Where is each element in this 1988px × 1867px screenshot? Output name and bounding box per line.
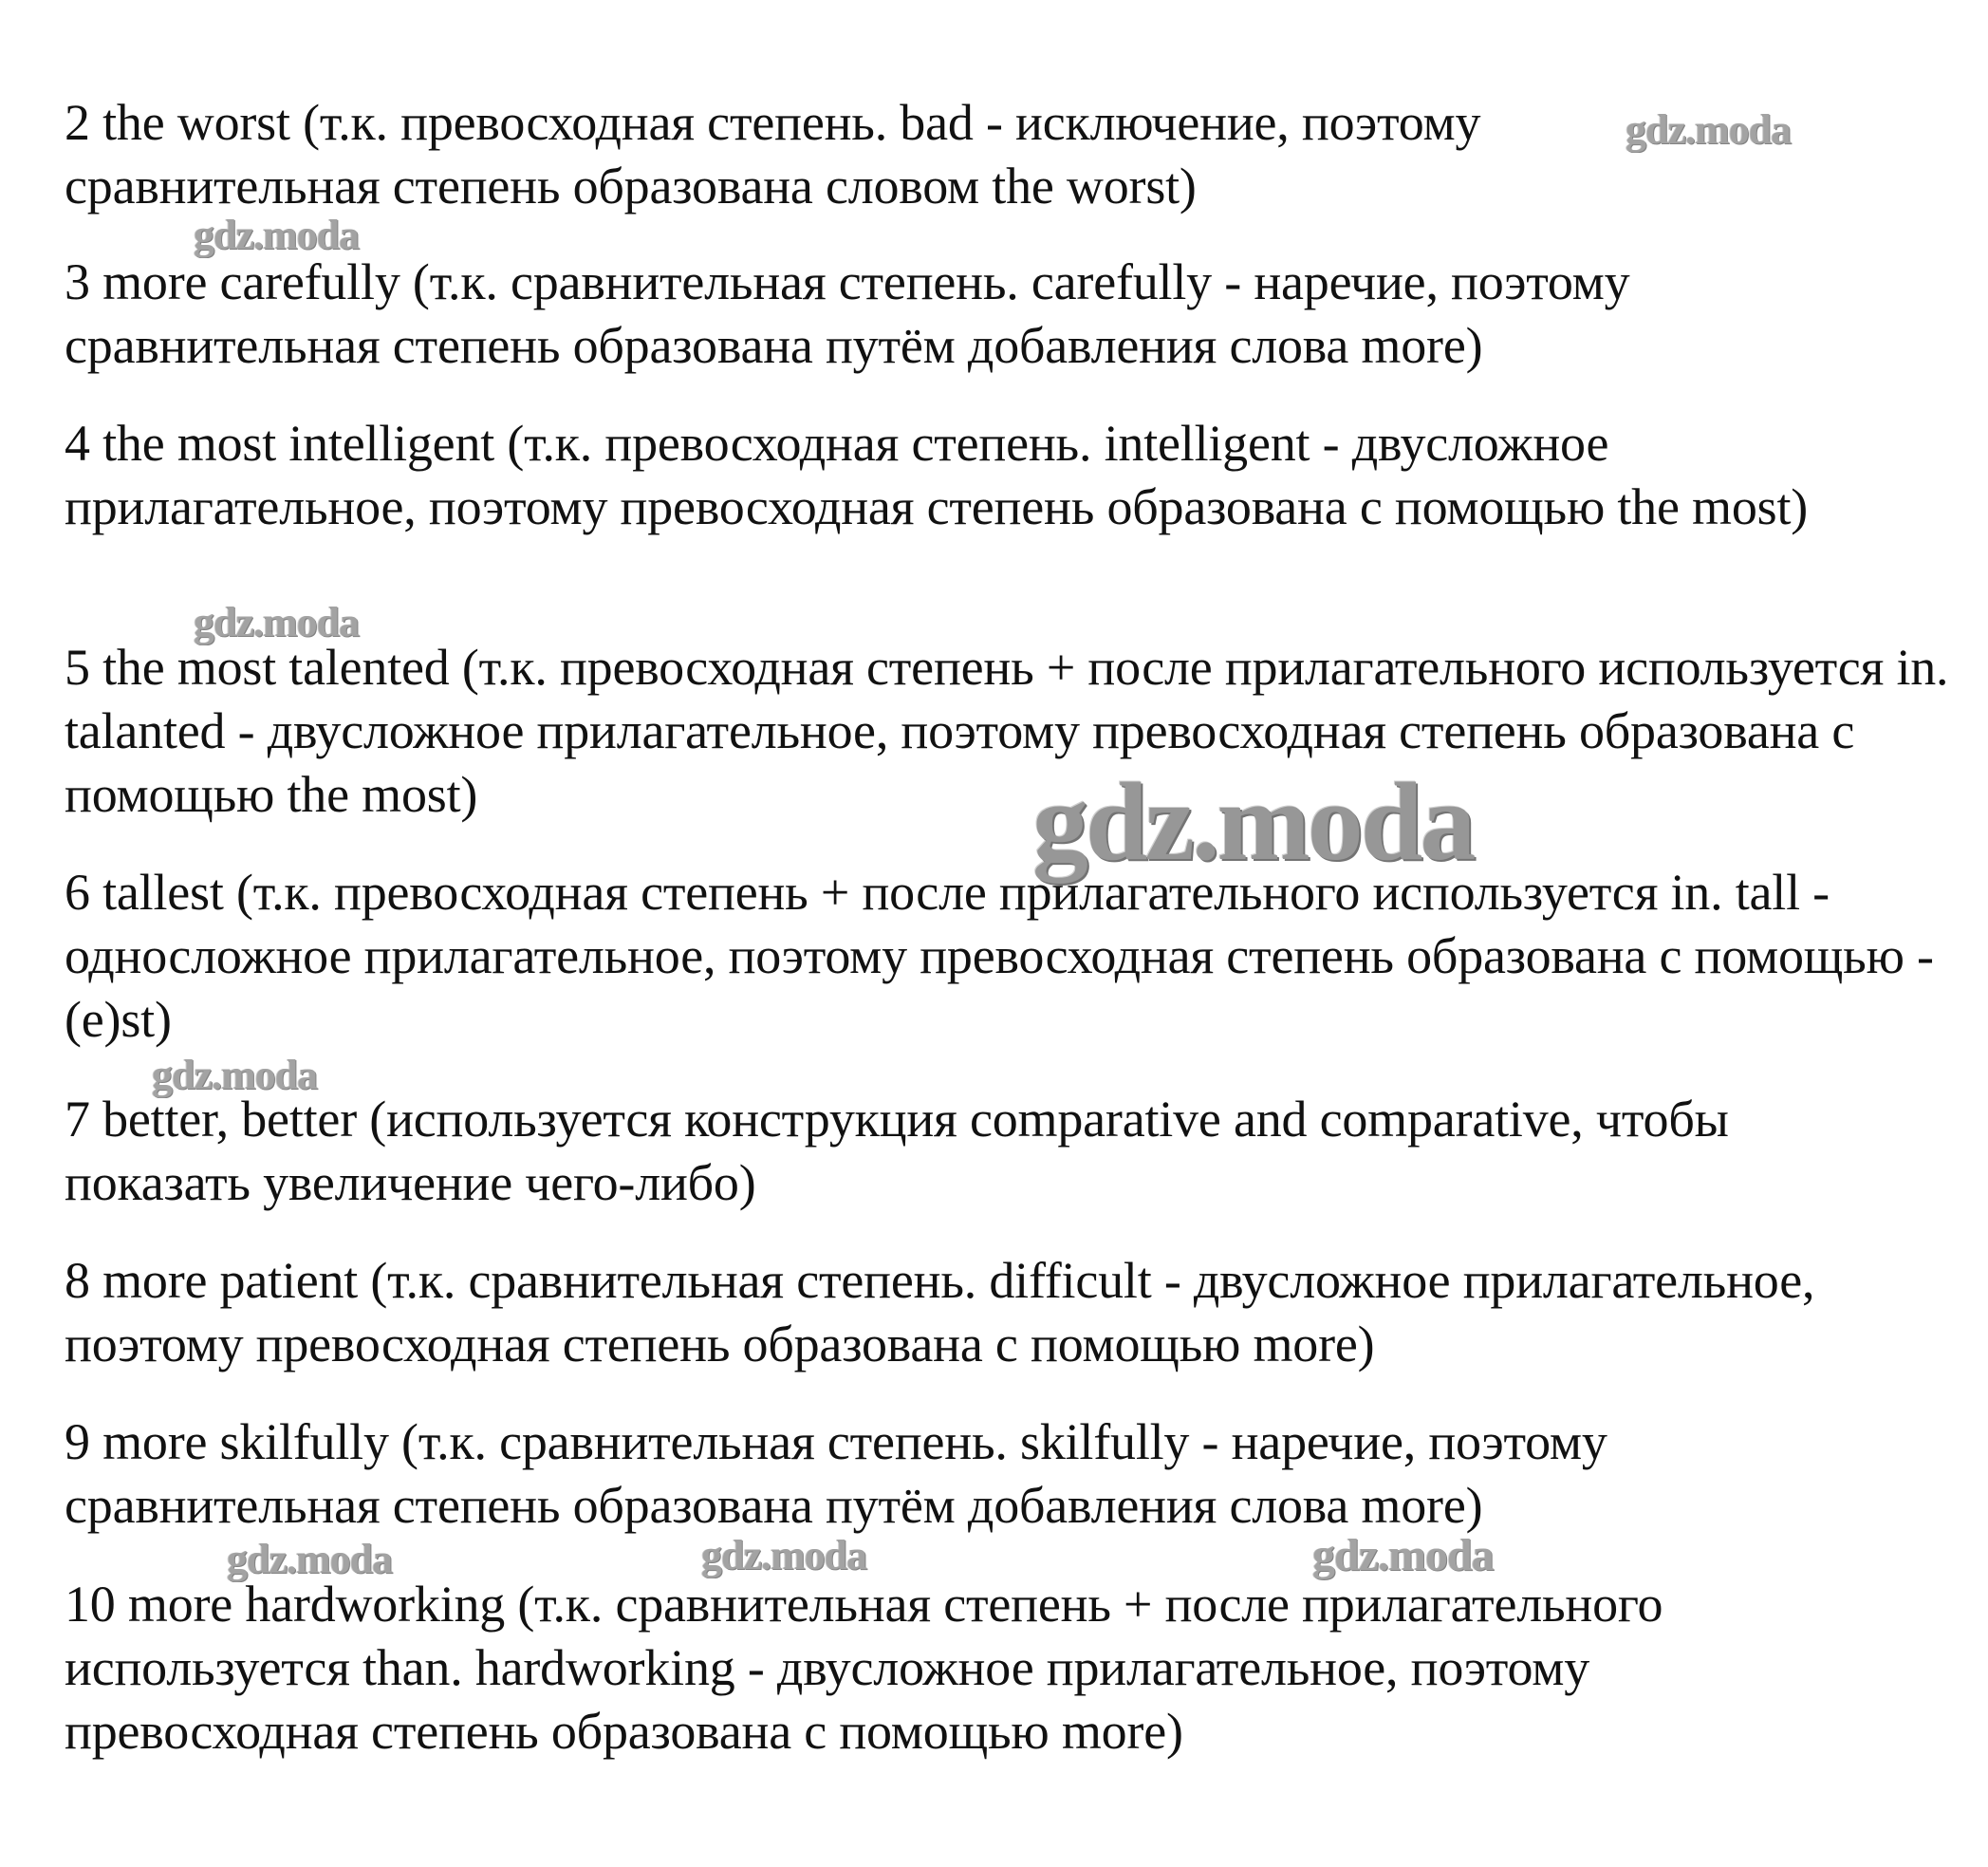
watermark-logo: gdz.moda xyxy=(194,599,360,645)
answer-9: 9 more skilfully (т.к. сравнительная степень. skilfully - наречие, поэтому сравнительная степень образована путём добавления слова more) xyxy=(65,1413,1607,1534)
answer-5: 5 the most talented (т.к. превосходная степень + после прилагательного используется in. talanted - двусложное прилагательное, поэтому превосходная степень образована с помощью the most) xyxy=(65,639,1949,823)
answer-6: 6 tallest (т.к. превосходная степень + после прилагательного используется in. tall - односложное прилагательное, поэтому превосходная степень образована с помощью -(e)st) xyxy=(65,864,1934,1048)
watermark-logo: gdz.moda xyxy=(701,1532,867,1578)
watermark-logo: gdz.moda xyxy=(194,212,360,258)
watermark-logo: gdz.moda xyxy=(1626,106,1792,153)
watermark-logo: gdz.moda xyxy=(1312,1530,1494,1580)
answer-3: 3 more carefully (т.к. сравнительная степень. carefully - наречие, поэтому сравнительная степень образована путём добавления слова more) xyxy=(65,253,1630,374)
answer-7: 7 better, better (используется конструкция comparative and comparative, чтобы показать увеличение чего-либо) xyxy=(65,1091,1729,1211)
watermark-logo: gdz.moda xyxy=(152,1052,318,1098)
answer-2: 2 the worst (т.к. превосходная степень. bad - исключение, поэтому сравнительная степень образована словом the worst) xyxy=(65,94,1481,215)
watermark-logo-large: gdz.moda xyxy=(1032,759,1474,884)
answer-8: 8 more patient (т.к. сравнительная степень. difficult - двусложное прилагательное, поэтому превосходная степень образована с помощью more) xyxy=(65,1252,1815,1372)
answer-4: 4 the most intelligent (т.к. превосходная степень. intelligent - двусложное прилагательное, поэтому превосходная степень образована с помощью the most) xyxy=(65,415,1809,535)
watermark-logo: gdz.moda xyxy=(227,1536,393,1582)
answer-10: 10 more hardworking (т.к. сравнительная степень + после прилагательного используется than. hardworking - двусложное прилагательное, поэтому превосходная степень образована с помощью more) xyxy=(65,1576,1663,1760)
